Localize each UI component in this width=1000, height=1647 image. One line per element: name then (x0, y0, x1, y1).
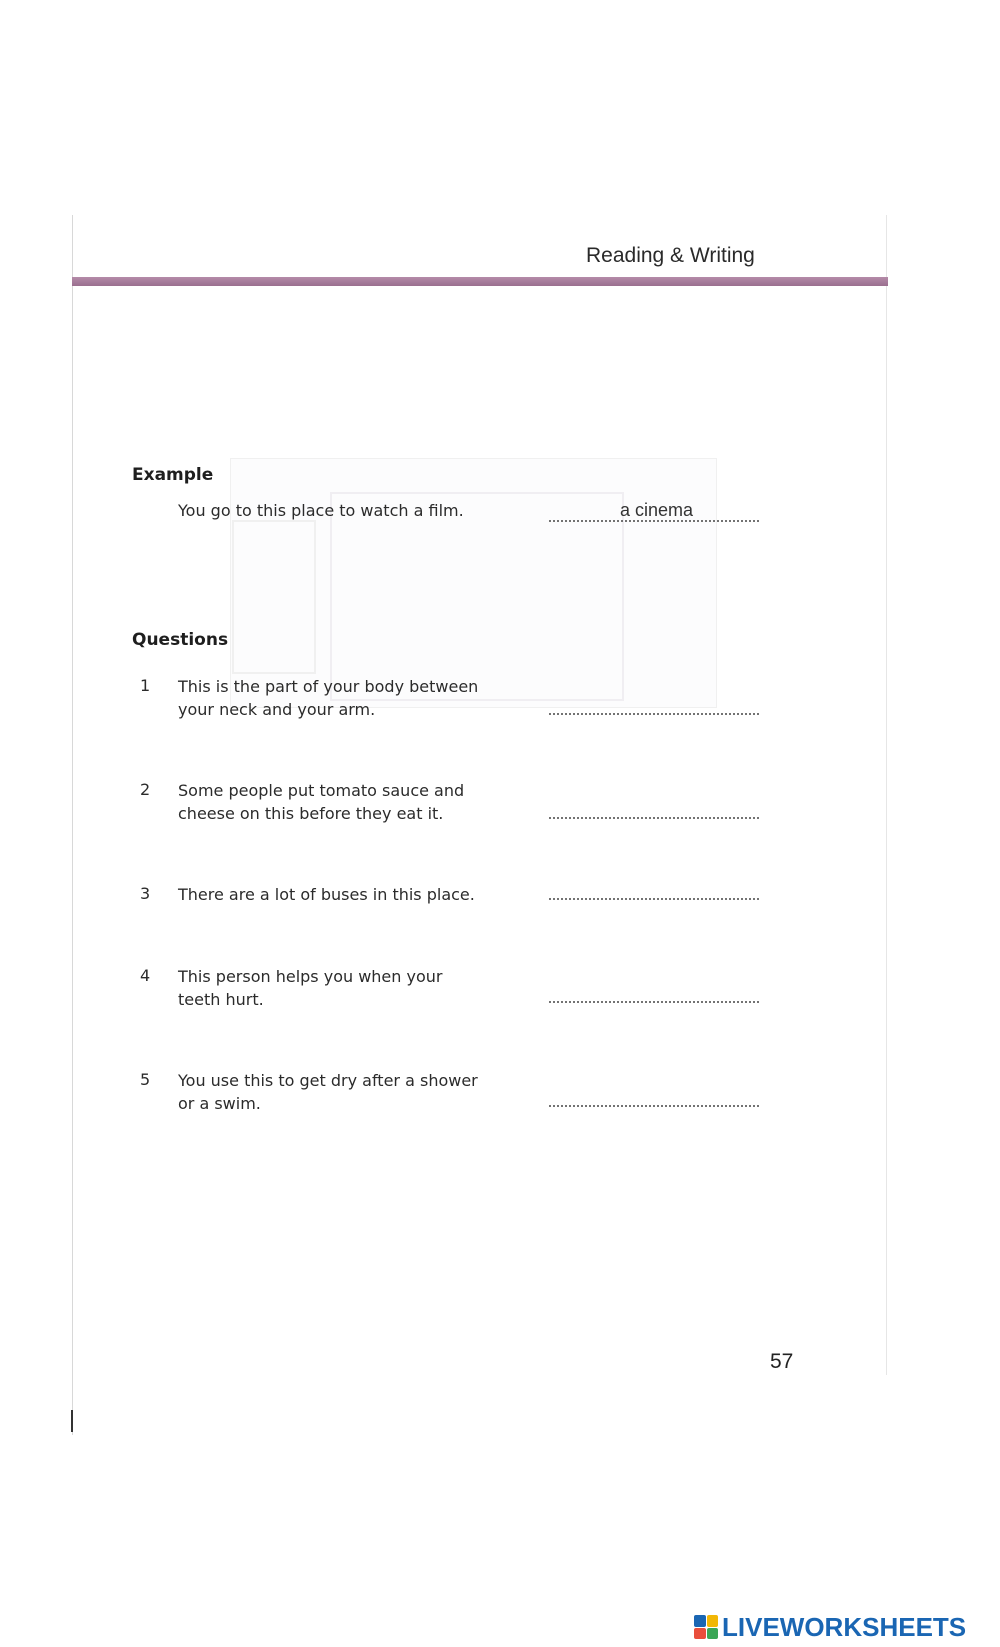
question-line-2: cheese on this before they eat it. (178, 804, 444, 823)
question-text (178, 883, 508, 906)
logo-square (707, 1628, 719, 1640)
page-edge-right (886, 215, 887, 1375)
margin-mark (71, 1410, 73, 1432)
page-number: 57 (770, 1350, 794, 1373)
question-line-1: You use this to get dry after a shower (178, 1071, 478, 1090)
example-answer: a cinema (620, 500, 694, 520)
question-number: 5 (140, 1070, 151, 1089)
question-number: 4 (140, 966, 151, 985)
question-number: 3 (140, 884, 151, 903)
question-line-1: This is the part of your body between (178, 677, 479, 696)
question-number: 2 (140, 780, 151, 799)
liveworksheets-logo-icon (694, 1615, 718, 1639)
question-text (178, 675, 508, 721)
question-line-2: or a swim. (178, 1094, 261, 1113)
answer-field-1[interactable] (548, 713, 760, 715)
question-line-1: There are a lot of buses in this place. (178, 885, 475, 904)
question-line-2: your neck and your arm. (178, 700, 376, 719)
question-text (178, 1069, 508, 1115)
logo-square (694, 1615, 706, 1627)
example-text: You go to this place to watch a film. (178, 501, 464, 520)
show-through-door (330, 492, 624, 701)
question-line-2: teeth hurt. (178, 990, 264, 1009)
logo-square (707, 1615, 719, 1627)
questions-heading: Questions (132, 630, 229, 650)
answer-field-2[interactable] (548, 817, 760, 819)
question-number: 1 (140, 676, 151, 695)
page-edge-left (72, 215, 73, 1435)
show-through-shelf (232, 520, 316, 674)
liveworksheets-brand[interactable] (694, 1612, 966, 1642)
answer-field-4[interactable] (548, 1001, 760, 1003)
section-title: Reading & Writing (586, 244, 755, 267)
answer-field-3[interactable] (548, 898, 760, 900)
question-text (178, 965, 508, 1011)
logo-square (694, 1628, 706, 1640)
answer-field-5[interactable] (548, 1105, 760, 1107)
header-band (72, 277, 888, 286)
example-answer-line (548, 520, 760, 522)
question-text (178, 779, 508, 825)
brand-text: LIVEWORKSHEETS (722, 1611, 967, 1642)
question-line-1: This person helps you when your (178, 967, 443, 986)
example-heading: Example (132, 465, 214, 485)
question-line-1: Some people put tomato sauce and (178, 781, 465, 800)
